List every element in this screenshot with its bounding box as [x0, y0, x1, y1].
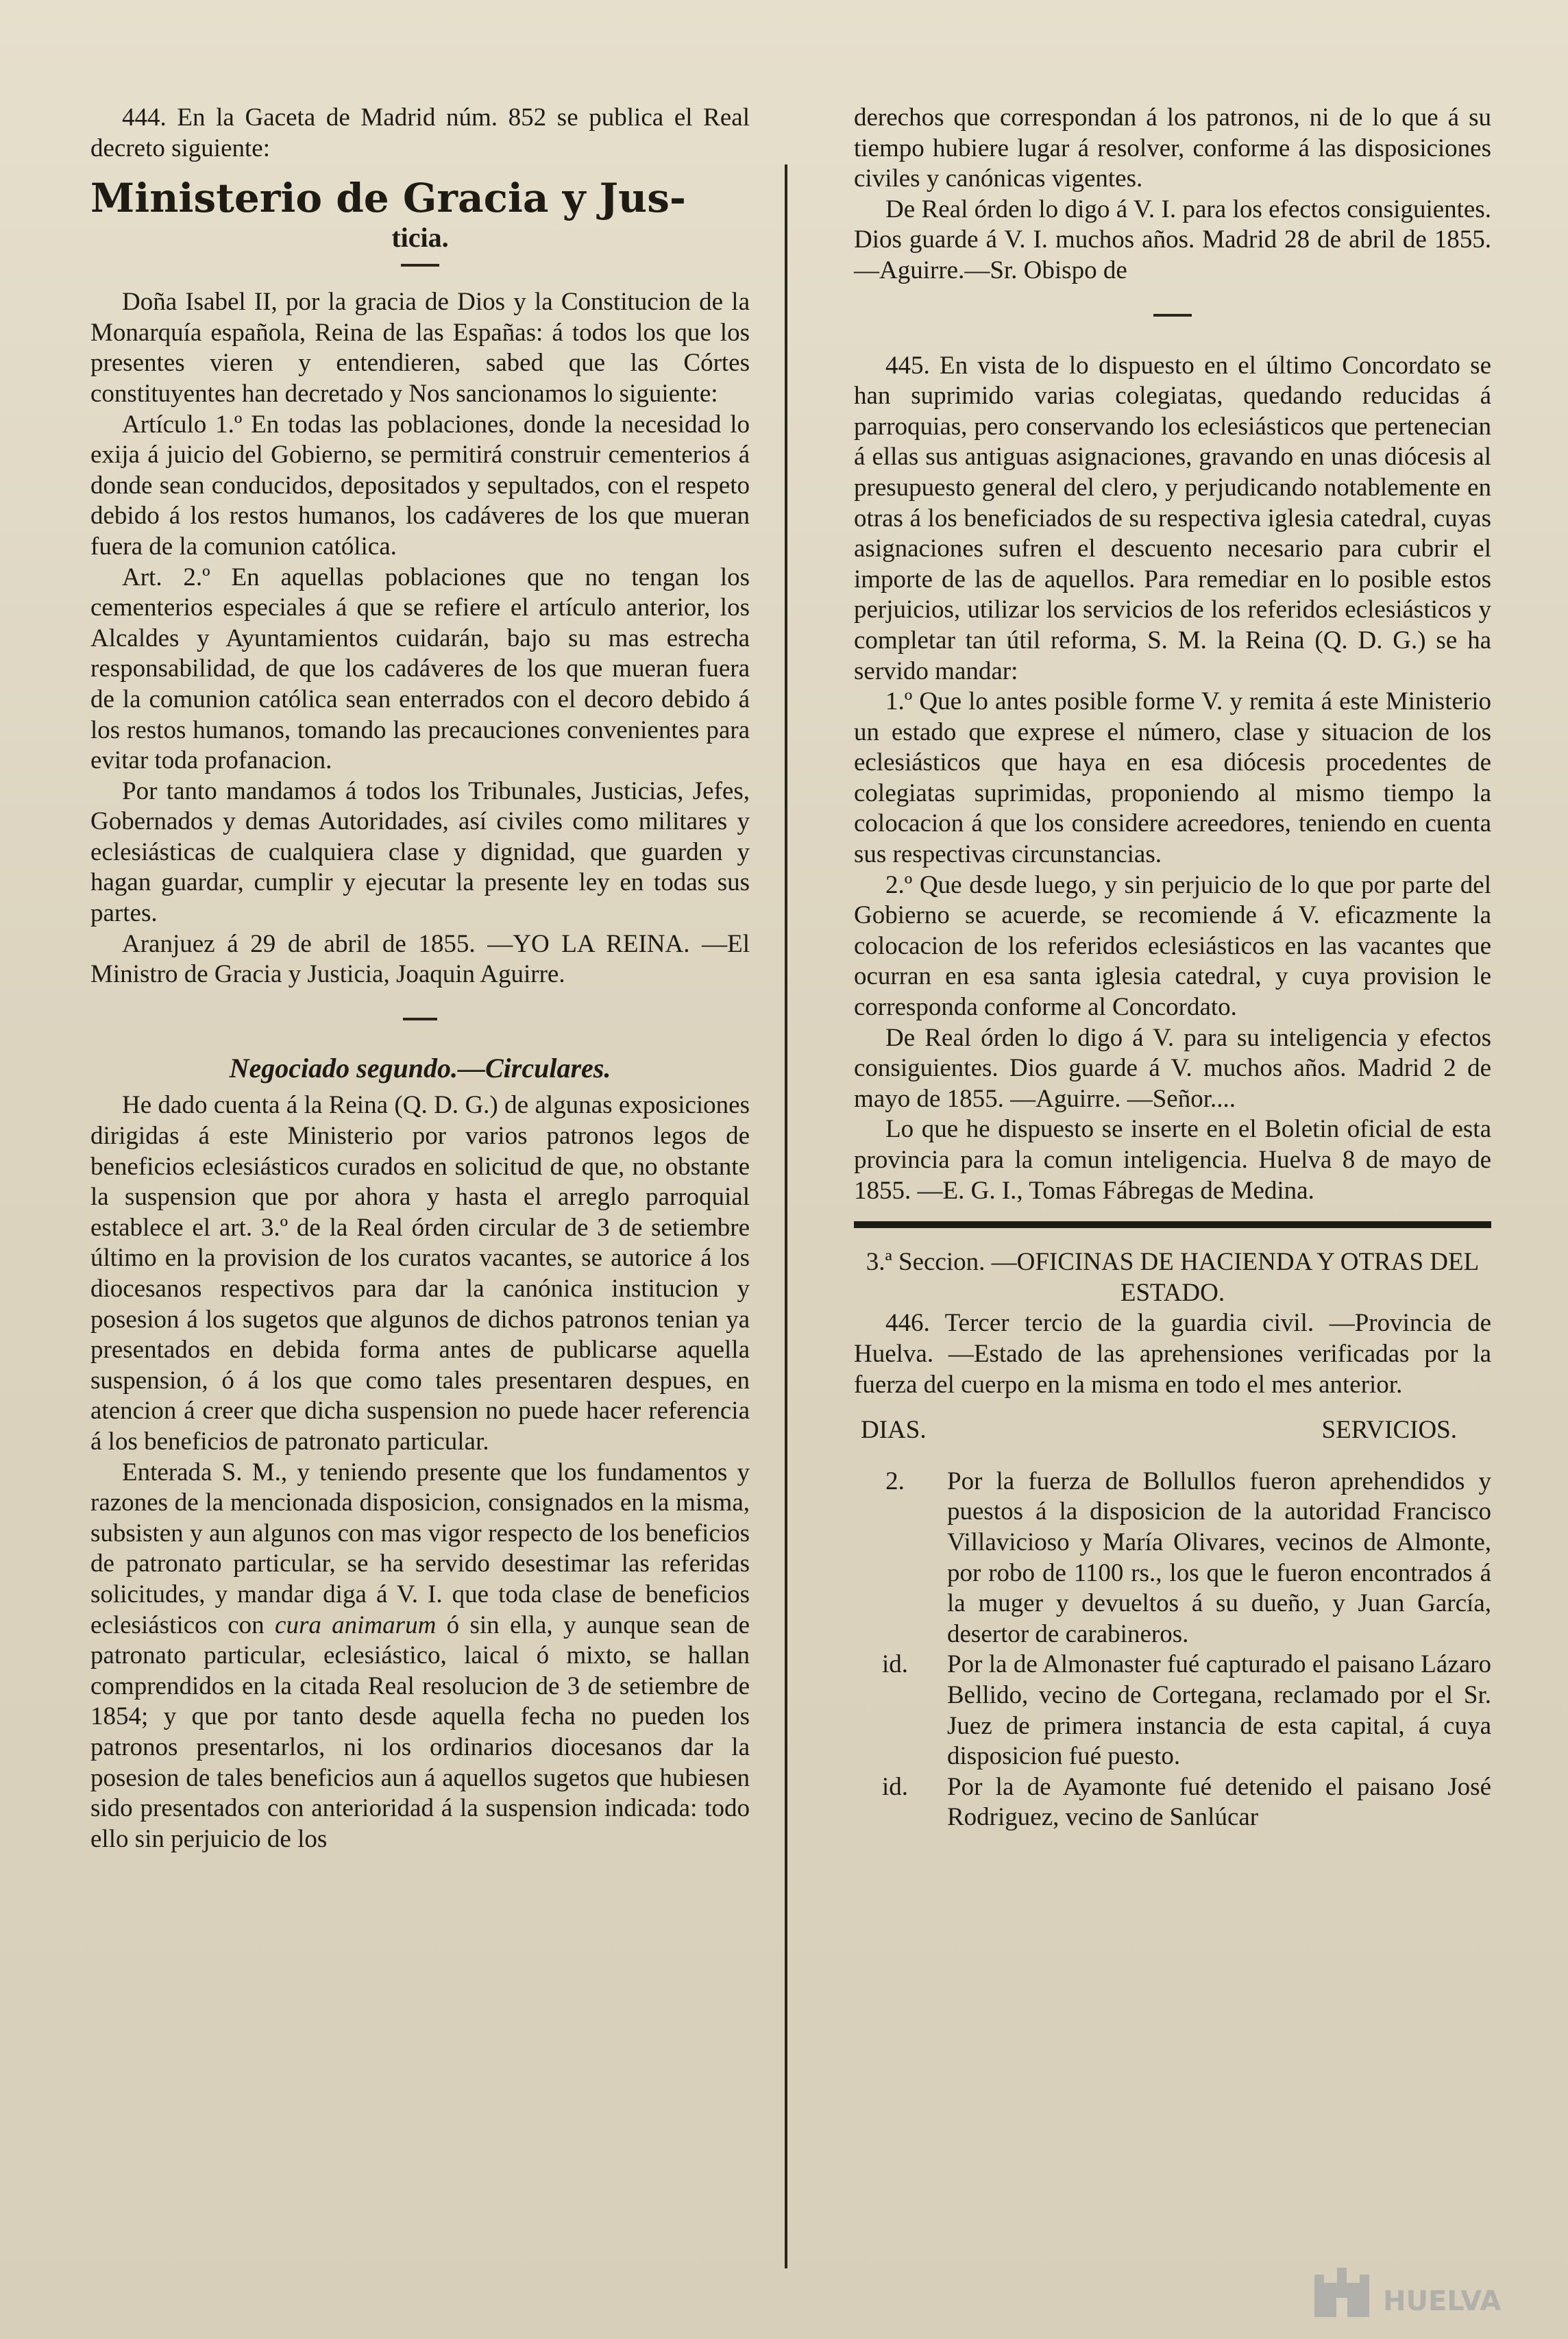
entry-day: id.: [881, 1772, 909, 1801]
provision-2: 2.º Que desde luego, y sin perjuicio de lo que por parte del Gobierno se acuerde, se recomiende á V. eficazmente la colocacion de los referidos eclesiásticos en las vacantes que ocurran en esa santa iglesia catedral, y cuya provision le corresponda conforme al Concordato.: [854, 870, 1491, 1022]
circular-paragraph-1: He dado cuenta á la Reina (Q. D. G.) de algunas exposiciones dirigidas á este Ministerio por varios patronos legos de beneficios eclesiásticos curados en solicitud de que, no obstante la suspension que por ahora y hasta el arreglo parroquial establece el art. 3.º de la Real órden circular de 3 de setiembre último en la provision de los curatos vacantes, se autorice á los diocesanos respectivos para dar la canónica institucion y posesion á los sugetos que algunos de dichos patronos tenian ya presentados en debida forma antes de publicarse aquella suspension, ó á los que como tales presentaren despues, en atencion á creer que dicha suspension no puede hacer referencia á los beneficios de patronato particular.: [90, 1091, 750, 1456]
section-divider: [854, 1221, 1491, 1228]
ministry-heading: Ministerio de Gracia y Jus-: [90, 175, 686, 222]
item-445: 445. En vista de lo dispuesto en el último Concordato se han suprimido varias colegiatas, quedando reducidas á parroquias, pero conservando los eclesiásticos que pertenecian á ellas sus antiguas asignaciones, gravando en unas diócesis al presupuesto general del clero, y perjudicando notablemente en otras á los beneficiados de su respectiva iglesia catedral, cuyas asignaciones sufren el descuento necesario para cubrir el importe de las de aquellos. Para remediar en lo posible estos perjuicios, utilizar los servicios de los referidos eclesiásticos y completar tan útil reforma, S. M. la Reina (Q. D. G.) se ha servido mandar:: [854, 351, 1491, 685]
short-divider: [1153, 314, 1192, 317]
decree-signature: Aranjuez á 29 de abril de 1855. —YO LA REINA. —El Ministro de Gracia y Justicia, Joaquin Aguirre.: [90, 929, 750, 989]
left-column: [90, 103, 750, 1854]
boletin-insert-notice: Lo que he dispuesto se inserte en el Boletin oficial de esta provincia para la comun inteligencia. Huelva 8 de mayo de 1855. —E. G. I., Tomas Fábregas de Medina.: [854, 1115, 1491, 1205]
article-2: Art. 2.º En aquellas poblaciones que no tengan los cementerios especiales á que se refiere el artículo anterior, los Alcaldes y Ayuntamientos cuidarán, bajo su mas estrecha responsabilidad, de que los cadáveres de los que mueran fuera de la comunion católica sean enterrados con el decoro debido á los restos humanos, tomando las precauciones convenientes para evitar toda profanacion.: [90, 563, 750, 775]
entry-text: Por la fuerza de Bollullos fueron aprehendidos y puestos á la disposicion de la autoridad Francisco Villavicioso y María Olivares, vecinos de Almonte, por robo de 1100 rs., los que le fueron encontrados á la muger y devueltos á su dueño, y Juan García, desertor de carabineros.: [947, 1467, 1491, 1648]
mandate-paragraph: Por tanto mandamos á todos los Tribunales, Justicias, Jefes, Gobernados y demas Autoridades, así civiles como militares y eclesiásticas de cualquiera clase y dignidad, que guarden y hagan guardar, cumplir y ejecutar la presente ley en todas sus partes.: [90, 776, 750, 928]
negociado-heading: Negociado segundo.—Circulares.: [229, 1052, 611, 1083]
right-column: [854, 103, 1491, 1833]
provision-1: 1.º Que lo antes posible forme V. y remita á este Ministerio un estado que exprese el número, clase y situacion de los eclesiásticos que haya en esa diócesis procedentes de colegiatas suprimidas, proponiendo al mismo tiempo la colocacion á que los considere acreedores, teniendo en cuenta sus respectivas circunstancias.: [854, 687, 1491, 869]
royal-order-closing-2: De Real órden lo digo á V. para su inteligencia y efectos consiguientes. Dios guarde á V. muchos años. Madrid 2 de mayo de 1855. —Aguirre. —Señor....: [854, 1023, 1491, 1113]
article-1: Artículo 1.º En todas las poblaciones, donde la necesidad lo exija á juicio del Gobierno, se permitirá construir cementerios á donde sean conducidos, depositados y sepultados, con el respeto debido á los restos humanos, los cadáveres de los que mueran fuera de la comunion católica.: [90, 410, 750, 561]
archive-logo: [1308, 2262, 1513, 2320]
column-divider: [785, 164, 787, 2268]
circular-paragraph-2: Enterada S. M., y teniendo presente que los fundamentos y razones de la mencionada disposicion, consignados en la misma, subsisten y aun algunos con mas vigor respecto de los beneficios de patronato particular, se ha servido desestimar las referidas solicitudes, y mandar diga á V. I. que toda clase de beneficios eclesiásticos con cura animarum ó sin ella, y aunque sean de patronato particular, eclesiástico, laical ó mixto, se hallan comprendidos en la citada Real resolucion de 3 de setiembre de 1854; y que por tanto desde aquella fecha no pueden los patronos presentarlos, ni los ordinarios diocesanos dar la posesion de tales beneficios aun á aquellos sugetos que hubiesen sido presentados con anterioridad á la suspension indicada: todo ello sin perjuicio de los: [90, 1458, 750, 1853]
item-444-intro: 444. En la Gaceta de Madrid núm. 852 se publica el Real decreto siguiente:: [90, 103, 750, 162]
list-item: [854, 1650, 1491, 1772]
services-column-header: SERVICIOS.: [1321, 1416, 1457, 1445]
days-column-header: DIAS.: [861, 1416, 927, 1445]
logo-text: HUELVA: [1383, 2286, 1502, 2317]
entry-text: Por la de Almonaster fué capturado el paisano Lázaro Bellido, vecino de Cortegana, reclamado por el Sr. Juez de primera instancia de esta capital, á cuya disposicion fué puesto.: [947, 1650, 1491, 1771]
entry-text: Por la de Ayamonte fué detenido el paisano José Rodriguez, vecino de Sanlúcar: [947, 1772, 1491, 1832]
short-divider: [403, 1018, 437, 1020]
cura-animarum: cura animarum: [275, 1611, 437, 1639]
royal-order-closing-1: De Real órden lo digo á V. I. para los efectos consiguientes. Dios guarde á V. I. muchos años. Madrid 28 de abril de 1855. —Aguirre.—Sr. Obispo de: [854, 195, 1491, 284]
decree-preamble: Doña Isabel II, por la gracia de Dios y la Constitucion de la Monarquía española, Reina de las Españas: á todos los que los presentes vieren y entendieren, sabed que las Córtes constituyentes han decretado y Nos sancionamos lo siguiente:: [90, 288, 750, 408]
continued-paragraph: derechos que correspondan á los patronos, ni de lo que á su tiempo hubiere lugar á resolver, conforme á las disposiciones civiles y canónicas vigentes.: [854, 103, 1491, 193]
entry-day: 2.: [885, 1467, 905, 1495]
list-item: [854, 1467, 1491, 1650]
ministry-heading-continued: ticia.: [391, 222, 449, 254]
item-446: 446. Tercer tercio de la guardia civil. —Provincia de Huelva. —Estado de las aprehensiones verificadas por la fuerza del cuerpo en la misma en todo el mes anterior.: [854, 1309, 1491, 1399]
section-heading: 3.ª Seccion. —OFICINAS DE HACIENDA Y OTRAS DEL ESTADO.: [866, 1248, 1480, 1307]
list-item: [854, 1772, 1491, 1833]
services-list: [854, 1467, 1491, 1833]
table-header: [854, 1415, 1491, 1446]
entry-day: id.: [881, 1650, 909, 1679]
castle-icon: [1308, 2262, 1376, 2320]
short-divider: [401, 264, 439, 267]
